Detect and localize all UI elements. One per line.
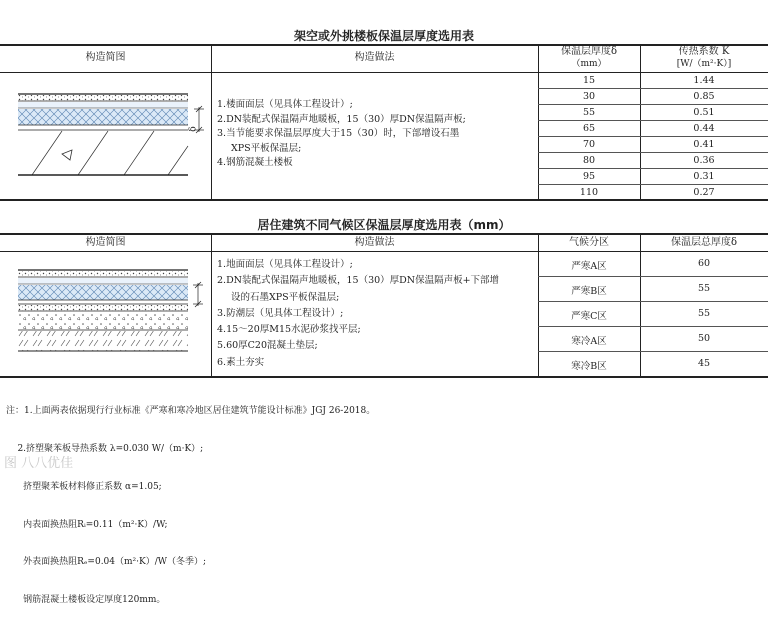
table2-zone-3: 严寒C区 bbox=[571, 311, 607, 322]
table1-header-thickness bbox=[538, 46, 640, 70]
method-line: 2.DN装配式保温隔声地暖板，15（30）厚DN保温隔声板+下部增 bbox=[217, 275, 500, 287]
table1-thickness-2: 30 bbox=[582, 91, 596, 102]
method-line: 4.钢筋混凝土楼板 bbox=[217, 157, 293, 168]
table2-zone-5: 寒冷B区 bbox=[571, 361, 607, 372]
table1-header-method: 构造做法 bbox=[354, 52, 395, 63]
table2-total-1: 60 bbox=[697, 258, 711, 269]
watermark: 图 八八优佳 bbox=[4, 456, 74, 471]
method-line: 4.15～20厚M15水泥砂浆找平层; bbox=[217, 324, 361, 336]
thickness-header-unit: （mm） bbox=[571, 59, 607, 69]
method-line: 1.楼面面层（见具体工程设计）; bbox=[217, 99, 353, 110]
method-line: 1.地面面层（见具体工程设计）; bbox=[217, 259, 353, 270]
table1-title: 架空或外挑楼板保温层厚度选用表 bbox=[293, 29, 474, 43]
table2-header-method: 构造做法 bbox=[354, 237, 395, 248]
table1-k-2: 0.85 bbox=[693, 91, 715, 102]
table2-total-4: 50 bbox=[697, 333, 711, 344]
table2-header-total: 保温层总厚度δ bbox=[670, 237, 738, 248]
note-line: 钢筋混凝土楼板设定厚度120mm。 bbox=[6, 595, 166, 606]
k-header-label: 传热系数 K bbox=[678, 46, 730, 57]
table2-title: 居住建筑不同气候区保温层厚度选用表（mm） bbox=[257, 218, 511, 232]
note-line: 挤塑聚苯板材料修正系数 α=1.05; bbox=[6, 481, 162, 492]
method-line: 设的石墨XPS平板保温层; bbox=[231, 291, 340, 303]
k-header-unit: [W/（m²·K）] bbox=[676, 59, 732, 69]
table1-k-4: 0.44 bbox=[693, 123, 715, 134]
table1-k-3: 0.51 bbox=[693, 107, 715, 118]
method-line: 2.DN装配式保温隔声地暖板，15（30）厚DN保温隔声板; bbox=[217, 113, 466, 125]
method-line: 5.60厚C20混凝土垫层; bbox=[217, 340, 318, 352]
table2-header-zone: 气候分区 bbox=[569, 237, 609, 248]
table1-header-diagram: 构造简图 bbox=[85, 52, 126, 63]
table1-k-6: 0.36 bbox=[693, 155, 715, 166]
note-line: 2.挤塑聚苯板导热系数 λ=0.030 W/（m·K）; bbox=[6, 443, 204, 454]
note-line: 外表面换热阻Rₑ=0.04（m²·K）/W（冬季）; bbox=[6, 557, 207, 568]
table2-zone-1: 严寒A区 bbox=[571, 261, 607, 272]
table2-total-5: 45 bbox=[697, 358, 711, 369]
thickness-header-label: 保温层厚度δ bbox=[560, 46, 618, 57]
ground-section-diagram bbox=[18, 268, 208, 360]
table1-k-1: 1.44 bbox=[693, 75, 715, 86]
table1-thickness-1: 15 bbox=[582, 75, 596, 86]
table1-k-5: 0.41 bbox=[693, 139, 715, 150]
floor-section-diagram bbox=[18, 90, 210, 186]
table1-thickness-7: 95 bbox=[582, 171, 596, 182]
table1-method-text bbox=[217, 98, 466, 171]
notes-block bbox=[6, 380, 375, 619]
table1-thickness-5: 70 bbox=[582, 139, 596, 150]
table1-thickness-4: 65 bbox=[582, 123, 596, 134]
table2-zone-4: 寒冷A区 bbox=[571, 336, 607, 347]
table2-total-3: 55 bbox=[697, 308, 711, 319]
table2-method-text bbox=[217, 257, 499, 371]
table1-k-7: 0.31 bbox=[693, 171, 715, 182]
table1-thickness-8: 110 bbox=[579, 187, 599, 198]
table1-k-8: 0.27 bbox=[693, 187, 715, 198]
method-line: XPS平板保温层; bbox=[231, 142, 302, 154]
table1-header-k bbox=[640, 46, 768, 70]
table2-total-2: 55 bbox=[697, 283, 711, 294]
dimension-delta-label: δ bbox=[188, 126, 199, 132]
table1-thickness-3: 55 bbox=[582, 107, 596, 118]
note-line: 注：1.上面两表依据现行行业标准《严寒和寒冷地区居住建筑节能设计标准》JGJ 26-2018。 bbox=[6, 406, 376, 417]
table2-header-diagram: 构造简图 bbox=[85, 237, 126, 248]
table2-zone-2: 严寒B区 bbox=[571, 286, 607, 297]
method-line: 6.素土夯实 bbox=[217, 356, 265, 368]
method-line: 3.当节能要求保温层厚度大于15（30）时，下部增设石墨 bbox=[217, 128, 460, 139]
note-line: 内表面换热阻Rᵢ=0.11（m²·K）/W; bbox=[6, 519, 168, 530]
method-line: 3.防潮层（见具体工程设计）; bbox=[217, 307, 344, 319]
table1-thickness-6: 80 bbox=[582, 155, 596, 166]
